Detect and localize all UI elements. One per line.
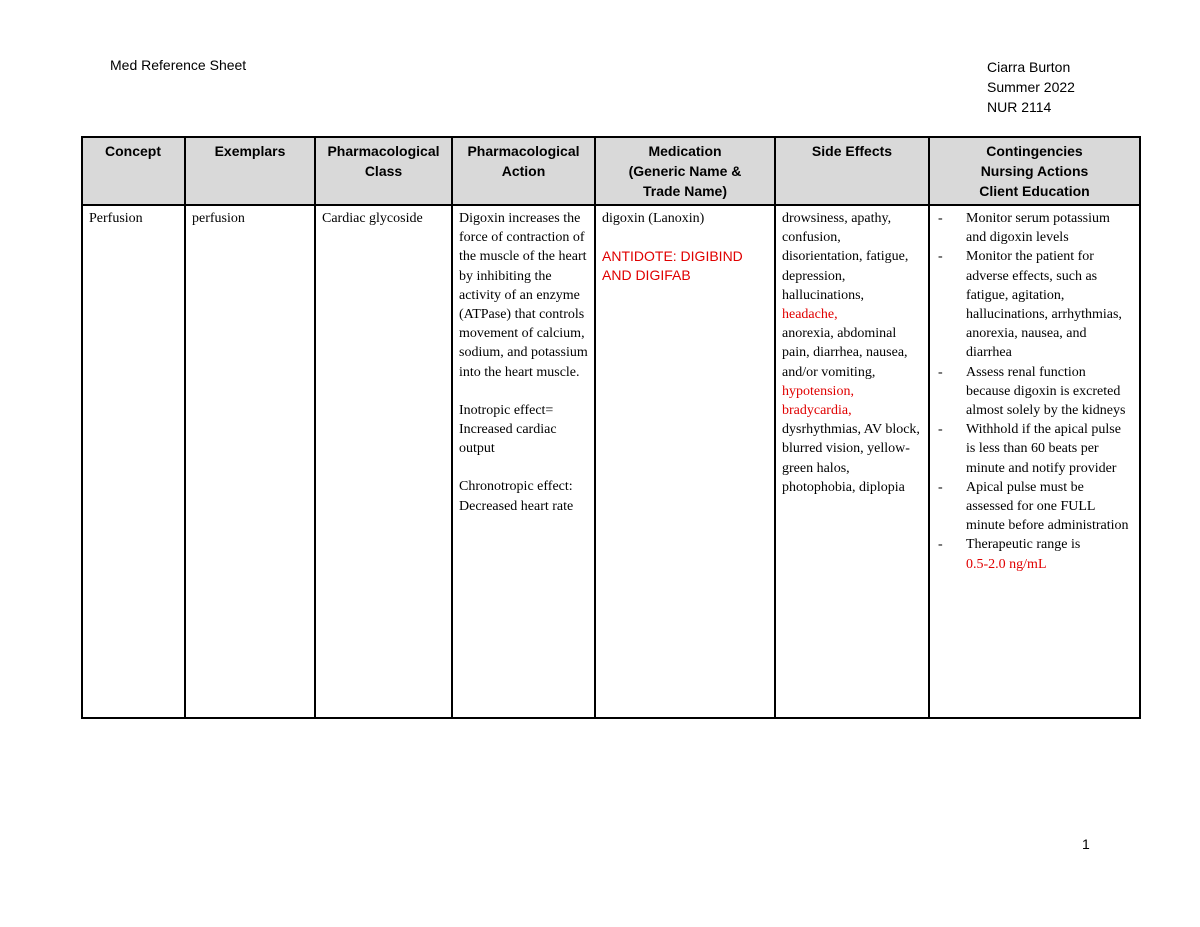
- med-reference-table: [81, 136, 1141, 719]
- col-header-line: (Generic Name &: [628, 163, 742, 179]
- side-effect-text: anorexia, abdominal pain, diarrhea, nausea, and/or vomiting,: [782, 326, 908, 380]
- bullet-dash: -: [938, 364, 943, 380]
- cell-action: [452, 205, 595, 718]
- list-item: [936, 209, 1133, 247]
- medication-name: digoxin (Lanoxin): [602, 211, 705, 226]
- cell-class: Cardiac glycoside: [315, 205, 452, 718]
- bullet-dash: -: [938, 479, 943, 495]
- action-chronotropic: Chronotropic effect: Decreased heart rate: [459, 479, 574, 514]
- col-header-line: Trade Name): [642, 183, 728, 199]
- course-code: NUR 2114: [987, 99, 1052, 115]
- contingency-text: Withhold if the apical pulse is less than 60 beats per minute and notify provider: [966, 422, 1121, 476]
- col-header-line: Nursing Actions: [980, 163, 1089, 179]
- action-mechanism: Digoxin increases the force of contraction of the muscle of the heart by inhibiting the activity of an enzyme (ATPase) that controls movement of calcium, sodium, and potassium into the heart muscle.: [459, 211, 588, 380]
- list-item: [936, 535, 1133, 573]
- col-header-exemplars: Exemplars: [185, 137, 315, 205]
- table-row: [82, 205, 1140, 718]
- table-header-row: [82, 137, 1140, 205]
- side-effects-list: [782, 209, 922, 497]
- list-item: [936, 420, 1133, 478]
- contingencies-list: [936, 209, 1133, 574]
- page-number: 1: [1082, 836, 1090, 852]
- col-header-concept: Concept: [82, 137, 185, 205]
- side-effect-text: drowsiness, apathy, confusion, disorientation, fatigue, depression, hallucinations,: [782, 211, 909, 303]
- author-name: Ciarra Burton: [987, 59, 1071, 75]
- col-header-line: Action: [501, 163, 546, 179]
- col-header-line: Client Education: [979, 183, 1090, 199]
- bullet-dash: -: [938, 537, 943, 553]
- contingency-text: Apical pulse must be assessed for one FULL minute before administration: [966, 479, 1129, 534]
- side-effect-highlight: hypotension, bradycardia,: [782, 383, 854, 419]
- cell-side-effects: [775, 205, 929, 718]
- contingency-text: Assess renal function because digoxin is excreted almost solely by the kidneys: [966, 364, 1126, 419]
- contingency-text: Monitor the patient for adverse effects, such as fatigue, agitation, hallucinations, arrhythmias, anorexia, nausea, and diarrhea: [966, 249, 1122, 361]
- author-block: [987, 57, 1075, 117]
- bullet-dash: -: [938, 211, 943, 226]
- cell-contingencies: [929, 205, 1140, 718]
- bullet-dash: -: [938, 249, 943, 265]
- col-header-line: Contingencies: [986, 143, 1083, 159]
- document-title: Med Reference Sheet: [110, 57, 247, 73]
- col-header-side-effects: Side Effects: [775, 137, 929, 205]
- cell-exemplar: perfusion: [185, 205, 315, 718]
- side-effect-highlight: headache,: [782, 307, 838, 323]
- bullet-dash: -: [938, 422, 943, 438]
- term: Summer 2022: [987, 79, 1075, 95]
- list-item: [936, 363, 1133, 421]
- contingency-text: Monitor serum potassium and digoxin levels: [966, 211, 1110, 246]
- col-header-pharm-class: [315, 137, 452, 205]
- contingency-text: Therapeutic range is: [966, 537, 1081, 553]
- list-item: [936, 478, 1133, 536]
- cell-medication: [595, 205, 775, 718]
- col-header-medication: [595, 137, 775, 205]
- col-header-line: Medication: [648, 143, 722, 159]
- col-header-line: Class: [364, 163, 403, 179]
- therapeutic-range-value: 0.5-2.0 ng/mL: [966, 556, 1047, 572]
- cell-concept: Perfusion: [82, 205, 185, 718]
- col-header-pharm-action: [452, 137, 595, 205]
- col-header-contingencies: [929, 137, 1140, 205]
- col-header-line: Pharmacological: [327, 143, 440, 159]
- col-header-line: Pharmacological: [467, 143, 580, 159]
- action-inotropic: Inotropic effect= Increased cardiac output: [459, 402, 557, 457]
- antidote-note: ANTIDOTE: DIGIBIND AND DIGIFAB: [602, 248, 743, 284]
- list-item: [936, 247, 1133, 362]
- side-effect-text: dysrhythmias, AV block, blurred vision, yellow-green halos, photophobia, diplopia: [782, 422, 920, 495]
